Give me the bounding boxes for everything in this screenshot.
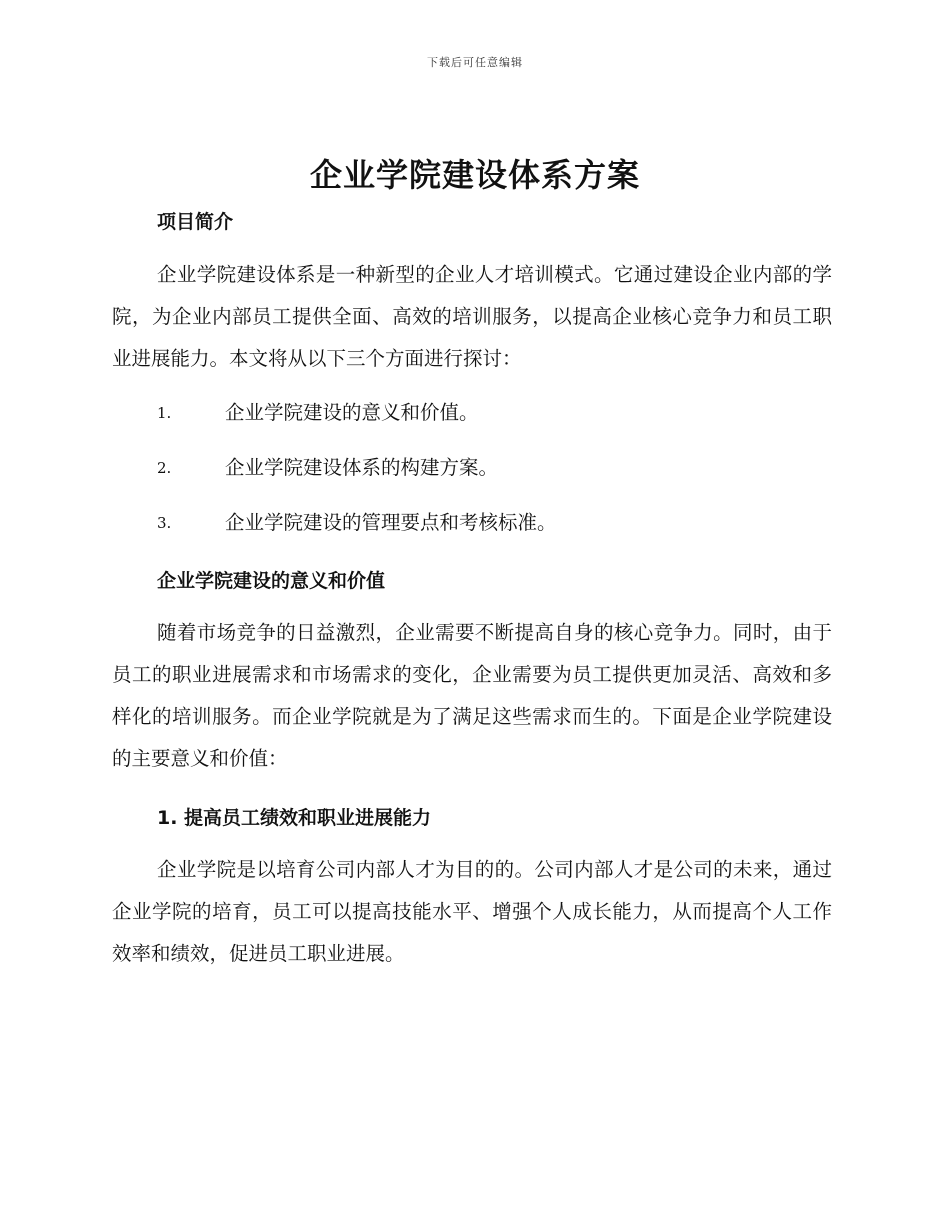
list-item [157,508,837,538]
section-heading-intro: 项目简介 [157,211,234,233]
sub-heading-performance: 1. 提高员工绩效和职业进展能力 [157,807,432,829]
performance-paragraph: 企业学院是以培育公司内部人才为目的的。公司内部人才是公司的未来，通过企业学院的培育，员工可以提高技能水平、增强个人成长能力，从而提高个人工作效率和绩效，促进员工职业进展。 [112,858,832,965]
intro-paragraph: 企业学院建设体系是一种新型的企业人才培训模式。它通过建设企业内部的学院，为企业内部员工提供全面、高效的培训服务，以提高企业核心竞争力和员工职业进展能力。本文将从以下三个方面进行探讨： [112,263,832,370]
document-title: 企业学院建设体系方案 [309,156,640,194]
list-number: 3. [157,514,172,532]
list-item [157,398,837,428]
list-number: 2. [157,459,172,477]
list-text: 企业学院建设体系的构建方案。 [225,456,499,479]
list-text: 企业学院建设的管理要点和考核标准。 [225,511,557,534]
header-note: 下载后可任意编辑 [427,56,523,69]
section-heading-value: 企业学院建设的意义和价值 [157,570,386,592]
list-text: 企业学院建设的意义和价值。 [225,401,479,424]
list-number: 1. [157,404,172,422]
value-paragraph: 随着市场竞争的日益激烈，企业需要不断提高自身的核心竞争力。同时，由于员工的职业进展需求和市场需求的变化，企业需要为员工提供更加灵活、高效和多样化的培训服务。而企业学院就是为了满足这些需求而生的。下面是企业学院建设的主要意义和价值： [112,621,832,770]
list-item [157,453,837,483]
